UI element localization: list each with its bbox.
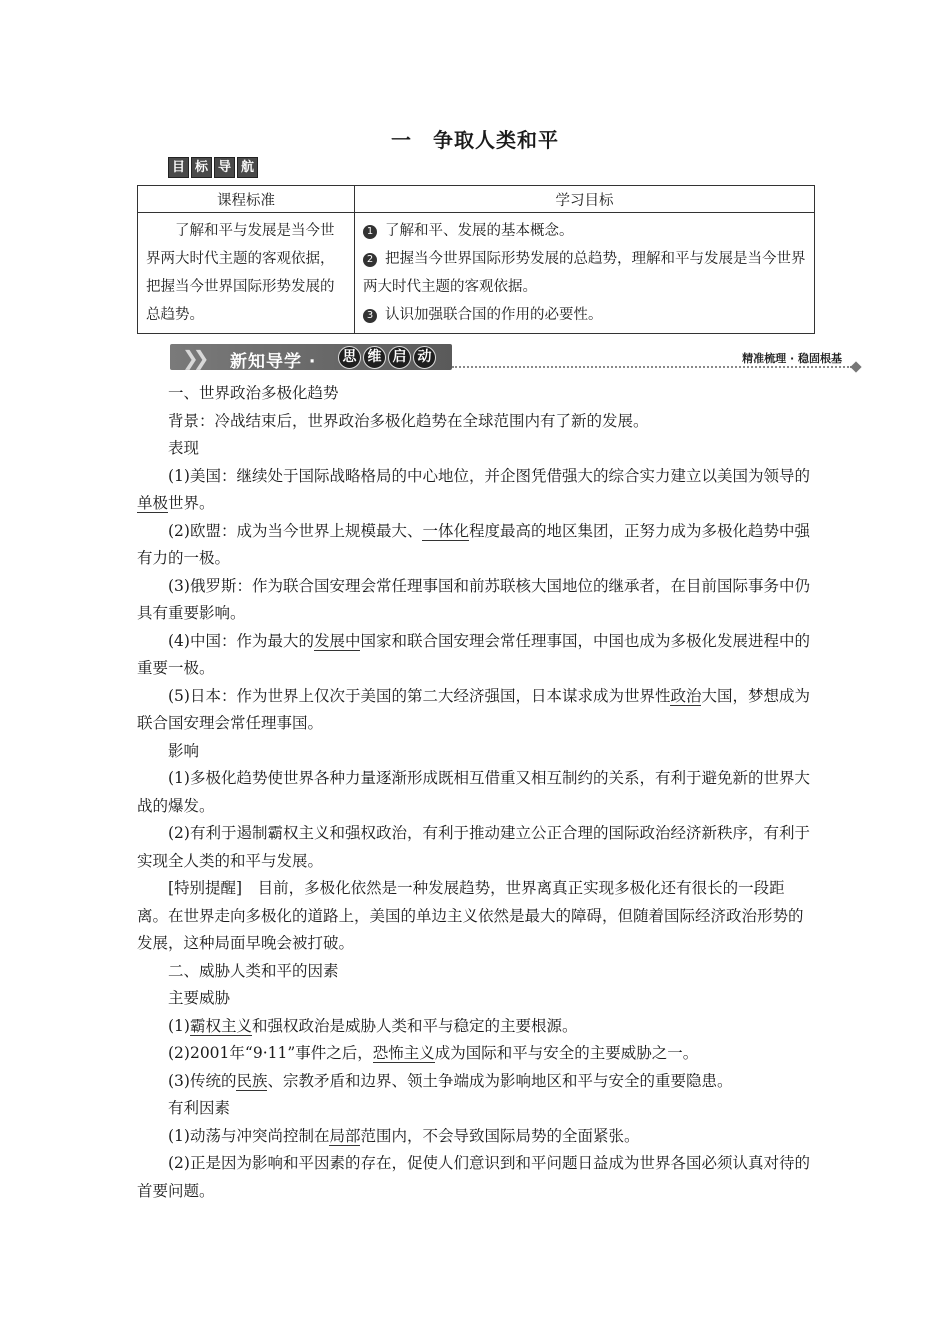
- paragraph-favorable-2: (2)正是因为影响和平因素的存在，促使人们意识到和平问题日益成为世界各国必须认真对待的首要问题。: [137, 1154, 810, 1200]
- number-2-icon: 2: [363, 253, 377, 267]
- paragraph-threat-2: (2)2001年“9·11”事件之后，恐怖主义成为国际和平与安全的主要威胁之一。: [168, 1044, 699, 1062]
- badge-char: 标: [191, 157, 212, 178]
- learning-goals: [355, 213, 815, 334]
- subheading-yingxiang: 影响: [168, 741, 200, 760]
- paragraph-threat-3: (3)传统的民族、宗教矛盾和边界、领土争端成为影响地区和平与安全的重要隐患。: [168, 1071, 733, 1090]
- paragraph-threat-1: (1)霸权主义和强权政治是威胁人类和平与稳定的主要根源。: [168, 1016, 578, 1035]
- curriculum-standard: 了解和平与发展是当今世界两大时代主题的客观依据，把握当今世界国际形势发展的总趋势。: [138, 213, 355, 334]
- heading-2: 二、威胁人类和平的因素: [168, 961, 339, 980]
- paragraph-china: (4)中国：作为最大的发展中国家和联合国安理会常任理事国，中国也成为多极化发展进程中的重要一极。: [137, 631, 810, 677]
- diamond-icon: [850, 361, 861, 372]
- paragraph-usa: (1)美国：继续处于国际战略格局的中心地位，并企图凭借强大的综合实力建立以美国为领导的单极世界。: [137, 466, 810, 512]
- paragraph-favorable-1: (1)动荡与冲突尚控制在局部范围内，不会导致国际局势的全面紧张。: [168, 1126, 640, 1145]
- section-tagline: 精准梳理 · 稳固根基: [742, 352, 842, 365]
- badge-char: 导: [214, 157, 235, 178]
- subheading-youli: 有利因素: [168, 1099, 231, 1117]
- goal-item: 1 了解和平、发展的基本概念。: [363, 217, 806, 245]
- badge-char: 目: [168, 157, 189, 178]
- number-1-icon: 1: [363, 225, 377, 239]
- header-goals: 学习目标: [355, 186, 815, 213]
- page-title: 一 争取人类和平: [391, 128, 559, 152]
- dotted-divider: [452, 366, 852, 368]
- paragraph-impact-1: (1)多极化趋势使世界各种力量逐渐形成既相互借重又相互制约的关系，有利于避免新的世界大战的爆发。: [137, 769, 810, 815]
- number-3-icon: 3: [363, 309, 377, 323]
- goal-navigation-badge: [168, 157, 258, 178]
- subheading-zhuyao: 主要威胁: [168, 989, 231, 1007]
- paragraph-russia: (3)俄罗斯：作为联合国安理会常任理事国和前苏联核大国地位的继承者，在目前国际事务中仍具有重要影响。: [137, 576, 810, 622]
- header-standard: 课程标准: [138, 186, 355, 213]
- paragraph-special-tip: [特别提醒] 目前，多极化依然是一种发展趋势，世界离真正实现多极化还有很长的一段距离。在世界走向多极化的道路上，美国的单边主义依然是最大的障碍，但随着国际经济政治形势的发展，这种局面早晚会被打破。: [137, 879, 804, 952]
- paragraph-eu: (2)欧盟：成为当今世界上规模最大、一体化程度最高的地区集团，正努力成为多极化趋势中强有力的一极。: [137, 521, 810, 567]
- section-pill: 思 维 启 动: [338, 346, 436, 369]
- double-chevron-icon: ❯❯: [182, 346, 204, 370]
- paragraph-impact-2: (2)有利于遏制霸权主义和强权政治，有利于推动建立公正合理的国际政治经济新秩序，有利于实现全人类的和平与发展。: [137, 824, 810, 870]
- subheading-biaoxian: 表现: [168, 439, 200, 457]
- goal-item: 3 认识加强联合国的作用的必要性。: [363, 301, 806, 329]
- paragraph-background: 背景：冷战结束后，世界政治多极化趋势在全球范围内有了新的发展。: [168, 411, 649, 430]
- objectives-table: [137, 185, 815, 334]
- goal-item: 2 把握当今世界国际形势发展的总趋势，理解和平与发展是当今世界两大时代主题的客观依据。: [363, 251, 806, 295]
- section-header-bar: [170, 344, 860, 372]
- heading-1: 一、世界政治多极化趋势: [168, 384, 339, 402]
- badge-char: 航: [237, 157, 258, 178]
- section-label: 新知导学 ·: [230, 352, 317, 372]
- main-content: [137, 380, 815, 1205]
- paragraph-japan: (5)日本：作为世界上仅次于美国的第二大经济强国，日本谋求成为世界性政治大国，梦想成为联合国安理会常任理事国。: [137, 686, 810, 732]
